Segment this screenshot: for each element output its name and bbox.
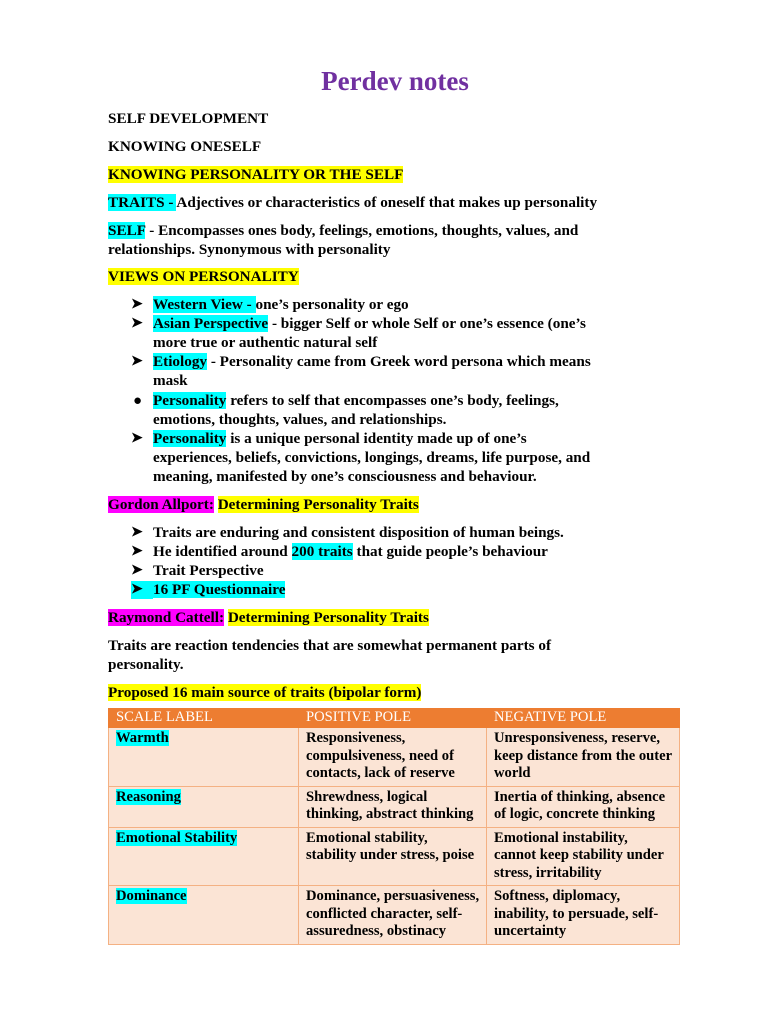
personality-2-text-1: is a unique personal identity made up of one’s	[226, 430, 527, 447]
cell-negative-pole: Softness, diplomacy, inability, to persuade, self-uncertainty	[487, 886, 680, 945]
heading-self-development: SELF DEVELOPMENT	[108, 110, 269, 127]
arrow-bullet-icon: ➤	[131, 316, 143, 331]
scale-label-text: Reasoning	[116, 788, 181, 805]
heading-knowing-personality	[108, 166, 403, 184]
asian-perspective-text-1: - bigger Self or whole Self or one’s essence (one’s	[268, 315, 586, 332]
self-definition-text-1: - Encompasses ones body, feelings, emotions, thoughts, values, and	[145, 222, 579, 239]
self-definition-line-1	[108, 222, 578, 240]
cell-scale-label	[109, 728, 299, 787]
header-negative-pole: NEGATIVE POLE	[487, 709, 680, 728]
western-view-text: one’s personality or ego	[255, 296, 409, 313]
arrow-bullet-icon: ➤	[131, 563, 143, 578]
round-bullet-icon: ●	[133, 393, 143, 409]
allport-bullet-1: Traits are enduring and consistent disposition of human beings.	[153, 524, 564, 541]
cell-positive-pole: Emotional stability, stability under stress, poise	[299, 827, 487, 886]
cell-scale-label	[109, 827, 299, 886]
name-gordon-allport: Gordon Allport:	[108, 496, 214, 513]
highlight-views: VIEWS ON PERSONALITY	[108, 268, 299, 285]
allport-bullet-2	[153, 543, 548, 561]
arrow-bullet-icon: ➤	[131, 431, 143, 446]
personality-1-text-1: refers to self that encompasses one’s body, feelings,	[226, 392, 559, 409]
allport-bullet-3: Trait Perspective	[153, 562, 264, 579]
table-row	[109, 886, 680, 945]
etiology-text-2: mask	[153, 372, 188, 389]
highlight-200-traits: 200 traits	[291, 543, 353, 560]
scale-label-text: Emotional Stability	[116, 829, 238, 846]
traits-definition	[108, 194, 597, 212]
cell-scale-label	[109, 886, 299, 945]
scale-label-text: Dominance	[116, 888, 187, 904]
topic-cattell: Determining Personality Traits	[227, 609, 429, 626]
allport-bullet-2-post: that guide people’s behaviour	[352, 543, 548, 560]
name-raymond-cattell: Raymond Cattell:	[108, 609, 225, 626]
cell-positive-pole: Shrewdness, logical thinking, abstract thinking	[299, 786, 487, 827]
table-row	[109, 827, 680, 886]
highlight-proposed: Proposed 16 main source of traits (bipolar form)	[108, 684, 422, 701]
etiology-text-1: - Personality came from Greek word persona which means	[207, 353, 591, 370]
header-positive-pole: POSITIVE POLE	[299, 709, 487, 728]
proposed-heading	[108, 684, 421, 702]
list-item-western-view	[153, 296, 409, 314]
header-scale-label: SCALE LABEL	[109, 709, 299, 728]
traits-table	[108, 708, 680, 945]
list-item-personality-1	[153, 392, 559, 410]
cell-positive-pole: Responsiveness, compulsiveness, need of contacts, lack of reserve	[299, 728, 487, 787]
term-asian-perspective: Asian Perspective	[153, 315, 269, 332]
page-title: Perdev notes	[321, 66, 469, 96]
term-self: SELF	[108, 222, 146, 239]
term-traits: TRAITS -	[108, 194, 177, 211]
cell-negative-pole: Unresponsiveness, reserve, keep distance from the outer world	[487, 728, 680, 787]
arrow-bullet-icon: ➤	[131, 525, 143, 540]
arrow-bullet-icon: ➤	[131, 581, 153, 599]
traits-definition-text: Adjectives or characteristics of oneself that makes up personality	[176, 194, 598, 211]
personality-2-text-3: meaning, manifested by one’s consciousness and behaviour.	[153, 468, 537, 485]
arrow-bullet-icon: ➤	[131, 297, 143, 312]
list-item-etiology	[153, 353, 591, 371]
topic-allport: Determining Personality Traits	[217, 496, 419, 513]
cell-positive-pole: Dominance, persuasiveness, conflicted character, self-assuredness, obstinacy	[299, 886, 487, 945]
personality-1-text-2: emotions, thoughts, values, and relationships.	[153, 411, 447, 428]
heading-gordon-allport	[108, 496, 419, 514]
allport-bullet-4	[153, 581, 285, 599]
cattell-text-1: Traits are reaction tendencies that are somewhat permanent parts of	[108, 637, 552, 654]
list-item-personality-2	[153, 430, 527, 448]
term-western-view: Western View -	[153, 296, 256, 313]
self-definition-line-2: relationships. Synonymous with personality	[108, 241, 391, 258]
table-row	[109, 786, 680, 827]
cell-negative-pole: Emotional instability, cannot keep stability under stress, irritability	[487, 827, 680, 886]
highlight-16pf: 16 PF Questionnaire	[153, 581, 286, 598]
heading-raymond-cattell	[108, 609, 429, 627]
allport-bullet-2-pre: He identified around	[153, 543, 292, 560]
table-header-row	[109, 709, 680, 728]
cell-negative-pole: Inertia of thinking, absence of logic, concrete thinking	[487, 786, 680, 827]
arrow-bullet-icon: ➤	[131, 354, 143, 369]
scale-label-text: Warmth	[116, 730, 169, 746]
list-item-asian-perspective	[153, 315, 586, 333]
cattell-text-2: personality.	[108, 656, 184, 673]
personality-2-text-2: experiences, beliefs, convictions, longings, dreams, life purpose, and	[153, 449, 591, 466]
asian-perspective-text-2: more true or authentic natural self	[153, 334, 378, 351]
highlight-knowing-personality: KNOWING PERSONALITY OR THE SELF	[108, 166, 404, 183]
heading-knowing-oneself: KNOWING ONESELF	[108, 138, 262, 155]
heading-views-on-personality	[108, 268, 299, 286]
term-etiology: Etiology	[153, 353, 208, 370]
arrow-bullet-icon: ➤	[131, 544, 143, 559]
term-personality-2: Personality	[153, 430, 227, 447]
table-row	[109, 728, 680, 787]
cell-scale-label	[109, 786, 299, 827]
term-personality-1: Personality	[153, 392, 227, 409]
